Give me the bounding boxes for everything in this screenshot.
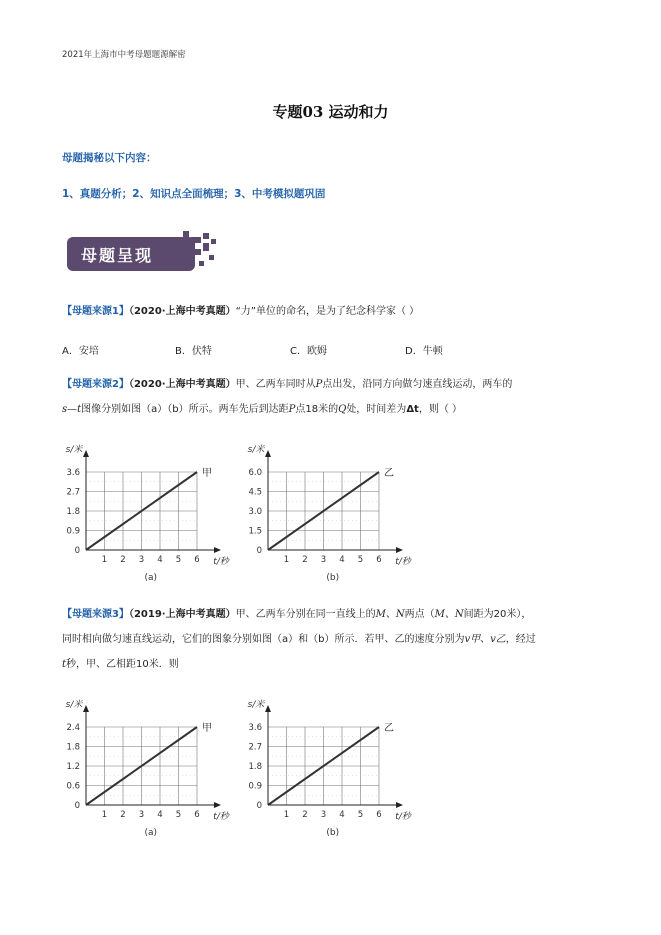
q1-option-a: A．安培 [62, 346, 99, 357]
y-tick-label: 0.9 [248, 781, 262, 792]
y-tick-label: 1.8 [66, 507, 80, 517]
page-header: 2021年上海市中考母题题源解密 [62, 50, 186, 60]
q3-text: 间距为20米）， [463, 609, 532, 620]
x-tick-label: 5 [357, 555, 364, 565]
x-axis-label: t/秒 [213, 812, 229, 822]
x-axis-arrow [396, 547, 403, 553]
banner-pixel-icon [175, 229, 219, 277]
x-axis-label: t/秒 [213, 557, 229, 567]
panel-caption: (b) [326, 828, 340, 838]
q2-var-st: s—t [62, 404, 82, 415]
x-axis-arrow [214, 547, 221, 553]
x-tick-label: 4 [157, 555, 163, 565]
q3-text: 、 [480, 634, 491, 645]
q2-var-p: P [315, 379, 323, 390]
q1-text: “力”单位的命名，是为了纪念科学家（ ） [235, 306, 420, 317]
panel-caption: (b) [326, 573, 340, 583]
q3-line-1 [62, 602, 536, 627]
y-tick-label: 1.8 [66, 742, 80, 753]
q2-text: 图像分别如图（a）（b）所示。两车先后到达距 [81, 404, 289, 415]
q3-line-3 [62, 652, 536, 677]
banner-label: 母题呈现 [81, 246, 154, 265]
q2-var-p: P [288, 404, 296, 415]
y-tick-label: 3.6 [248, 723, 262, 733]
q2-text: 处，时间差为 [346, 404, 407, 415]
y-tick-label: 0 [256, 546, 262, 556]
question-2 [62, 372, 512, 422]
y-axis-arrow [265, 705, 271, 712]
y-tick-label: 1.8 [248, 762, 262, 772]
y-tick-label: 0 [74, 801, 80, 811]
x-tick-label: 6 [194, 810, 200, 820]
q2-text: 点18米的 [295, 404, 339, 415]
x-tick-label: 3 [138, 810, 145, 820]
question-1 [62, 299, 419, 324]
panel-caption: (a) [144, 573, 158, 583]
y-tick-label: 6.0 [248, 468, 262, 478]
y-tick-label: 2.7 [66, 487, 80, 498]
x-tick-label: 5 [357, 810, 364, 820]
q2-source: （2020·上海中考真题） [128, 379, 236, 390]
y-tick-label: 2.4 [66, 723, 80, 733]
series-label: 乙 [384, 723, 394, 734]
y-tick-label: 2.7 [248, 742, 262, 753]
q2-line-1 [62, 372, 512, 397]
x-tick-label: 2 [302, 555, 308, 565]
x-tick-label: 3 [138, 555, 145, 565]
x-tick-label: 1 [283, 555, 290, 565]
y-tick-label: 0.9 [66, 526, 80, 537]
q2-text: 点出发，沿同方向做匀速直线运动，两车的 [322, 379, 513, 390]
x-tick-label: 6 [376, 555, 382, 565]
q3-var-v1: v甲 [464, 634, 481, 645]
x-tick-label: 4 [339, 810, 345, 820]
chart-q2-a [40, 440, 230, 585]
q3-text: ，经过 [505, 634, 536, 645]
x-tick-label: 1 [283, 810, 290, 820]
y-tick-label: 3.0 [248, 507, 262, 517]
q3-text: 秒，甲、乙相距10米．则 [66, 659, 179, 670]
x-axis-arrow [396, 802, 403, 808]
q3-tag: 【母题来源3】 [62, 609, 129, 620]
y-tick-label: 3.6 [66, 468, 80, 478]
q1-option-c: C．欧姆 [290, 346, 327, 357]
x-tick-label: 6 [194, 555, 200, 565]
x-tick-label: 6 [376, 810, 382, 820]
x-tick-label: 3 [320, 810, 327, 820]
y-tick-label: 1.5 [248, 526, 262, 537]
q2-text: ，则（ ） [418, 404, 463, 415]
intro-items: 1、真题分析；2、知识点全面梳理；3、中考模拟题巩固 [62, 188, 326, 200]
q3-var-t: t [62, 659, 67, 670]
y-axis-label: s/米 [247, 445, 265, 455]
panel-caption: (a) [144, 828, 158, 838]
series-label: 乙 [384, 468, 394, 479]
q1-option-b: B．伏特 [175, 346, 212, 357]
q3-line-2 [62, 627, 536, 652]
x-tick-label: 2 [120, 810, 126, 820]
x-tick-label: 5 [175, 810, 182, 820]
y-tick-label: 0.6 [66, 781, 80, 792]
q3-text: 同时相向做匀速直线运动，它们的图象分别如图（a）和（b）所示．若甲、乙的速度分别为 [62, 634, 465, 645]
q1-source: （2020·上海中考真题） [128, 306, 236, 317]
page-title: 专题03 运动和力 [272, 103, 389, 121]
y-axis-arrow [83, 450, 89, 457]
y-tick-label: 0 [74, 546, 80, 556]
x-tick-label: 2 [302, 810, 308, 820]
q3-source: （2019·上海中考真题） [128, 609, 236, 620]
x-axis-arrow [214, 802, 221, 808]
x-tick-label: 2 [120, 555, 126, 565]
x-tick-label: 4 [339, 555, 345, 565]
x-tick-label: 5 [175, 555, 182, 565]
x-tick-label: 1 [101, 555, 108, 565]
y-axis-label: s/米 [65, 445, 83, 455]
y-tick-label: 0 [256, 801, 262, 811]
q3-text: 甲、乙两车分别在同一直线上的 [235, 609, 376, 620]
q2-line-2 [62, 397, 512, 422]
question-3 [62, 602, 536, 677]
q3-var-v2: v乙 [490, 634, 506, 645]
series-label: 甲 [202, 723, 212, 734]
y-axis-arrow [265, 450, 271, 457]
q3-var-mn: M、N [434, 609, 464, 620]
intro-heading: 母题揭秘以下内容： [62, 152, 157, 164]
section-banner [67, 229, 217, 277]
q2-tag: 【母题来源2】 [62, 379, 129, 390]
q3-text: 两点（ [404, 609, 435, 620]
q2-text: 甲、乙两车同时从 [235, 379, 316, 390]
x-axis-label: t/秒 [395, 812, 411, 822]
q2-var-q: Q [338, 404, 347, 415]
chart-q3-b [222, 695, 412, 840]
x-axis-label: t/秒 [395, 557, 411, 567]
y-axis-arrow [83, 705, 89, 712]
x-tick-label: 3 [320, 555, 327, 565]
series-label: 甲 [202, 468, 212, 479]
q1-option-d: D．牛顿 [405, 346, 443, 357]
q1-tag: 【母题来源1】 [62, 306, 129, 317]
q2-var-dt: Δt [406, 404, 419, 415]
y-tick-label: 4.5 [248, 487, 262, 498]
x-tick-label: 4 [157, 810, 163, 820]
x-tick-label: 1 [101, 810, 108, 820]
y-tick-label: 1.2 [66, 762, 80, 772]
y-axis-label: s/米 [247, 700, 265, 710]
y-axis-label: s/米 [65, 700, 83, 710]
chart-q2-b [222, 440, 412, 585]
q3-var-mn: M、N [375, 609, 405, 620]
chart-q3-a [40, 695, 230, 840]
